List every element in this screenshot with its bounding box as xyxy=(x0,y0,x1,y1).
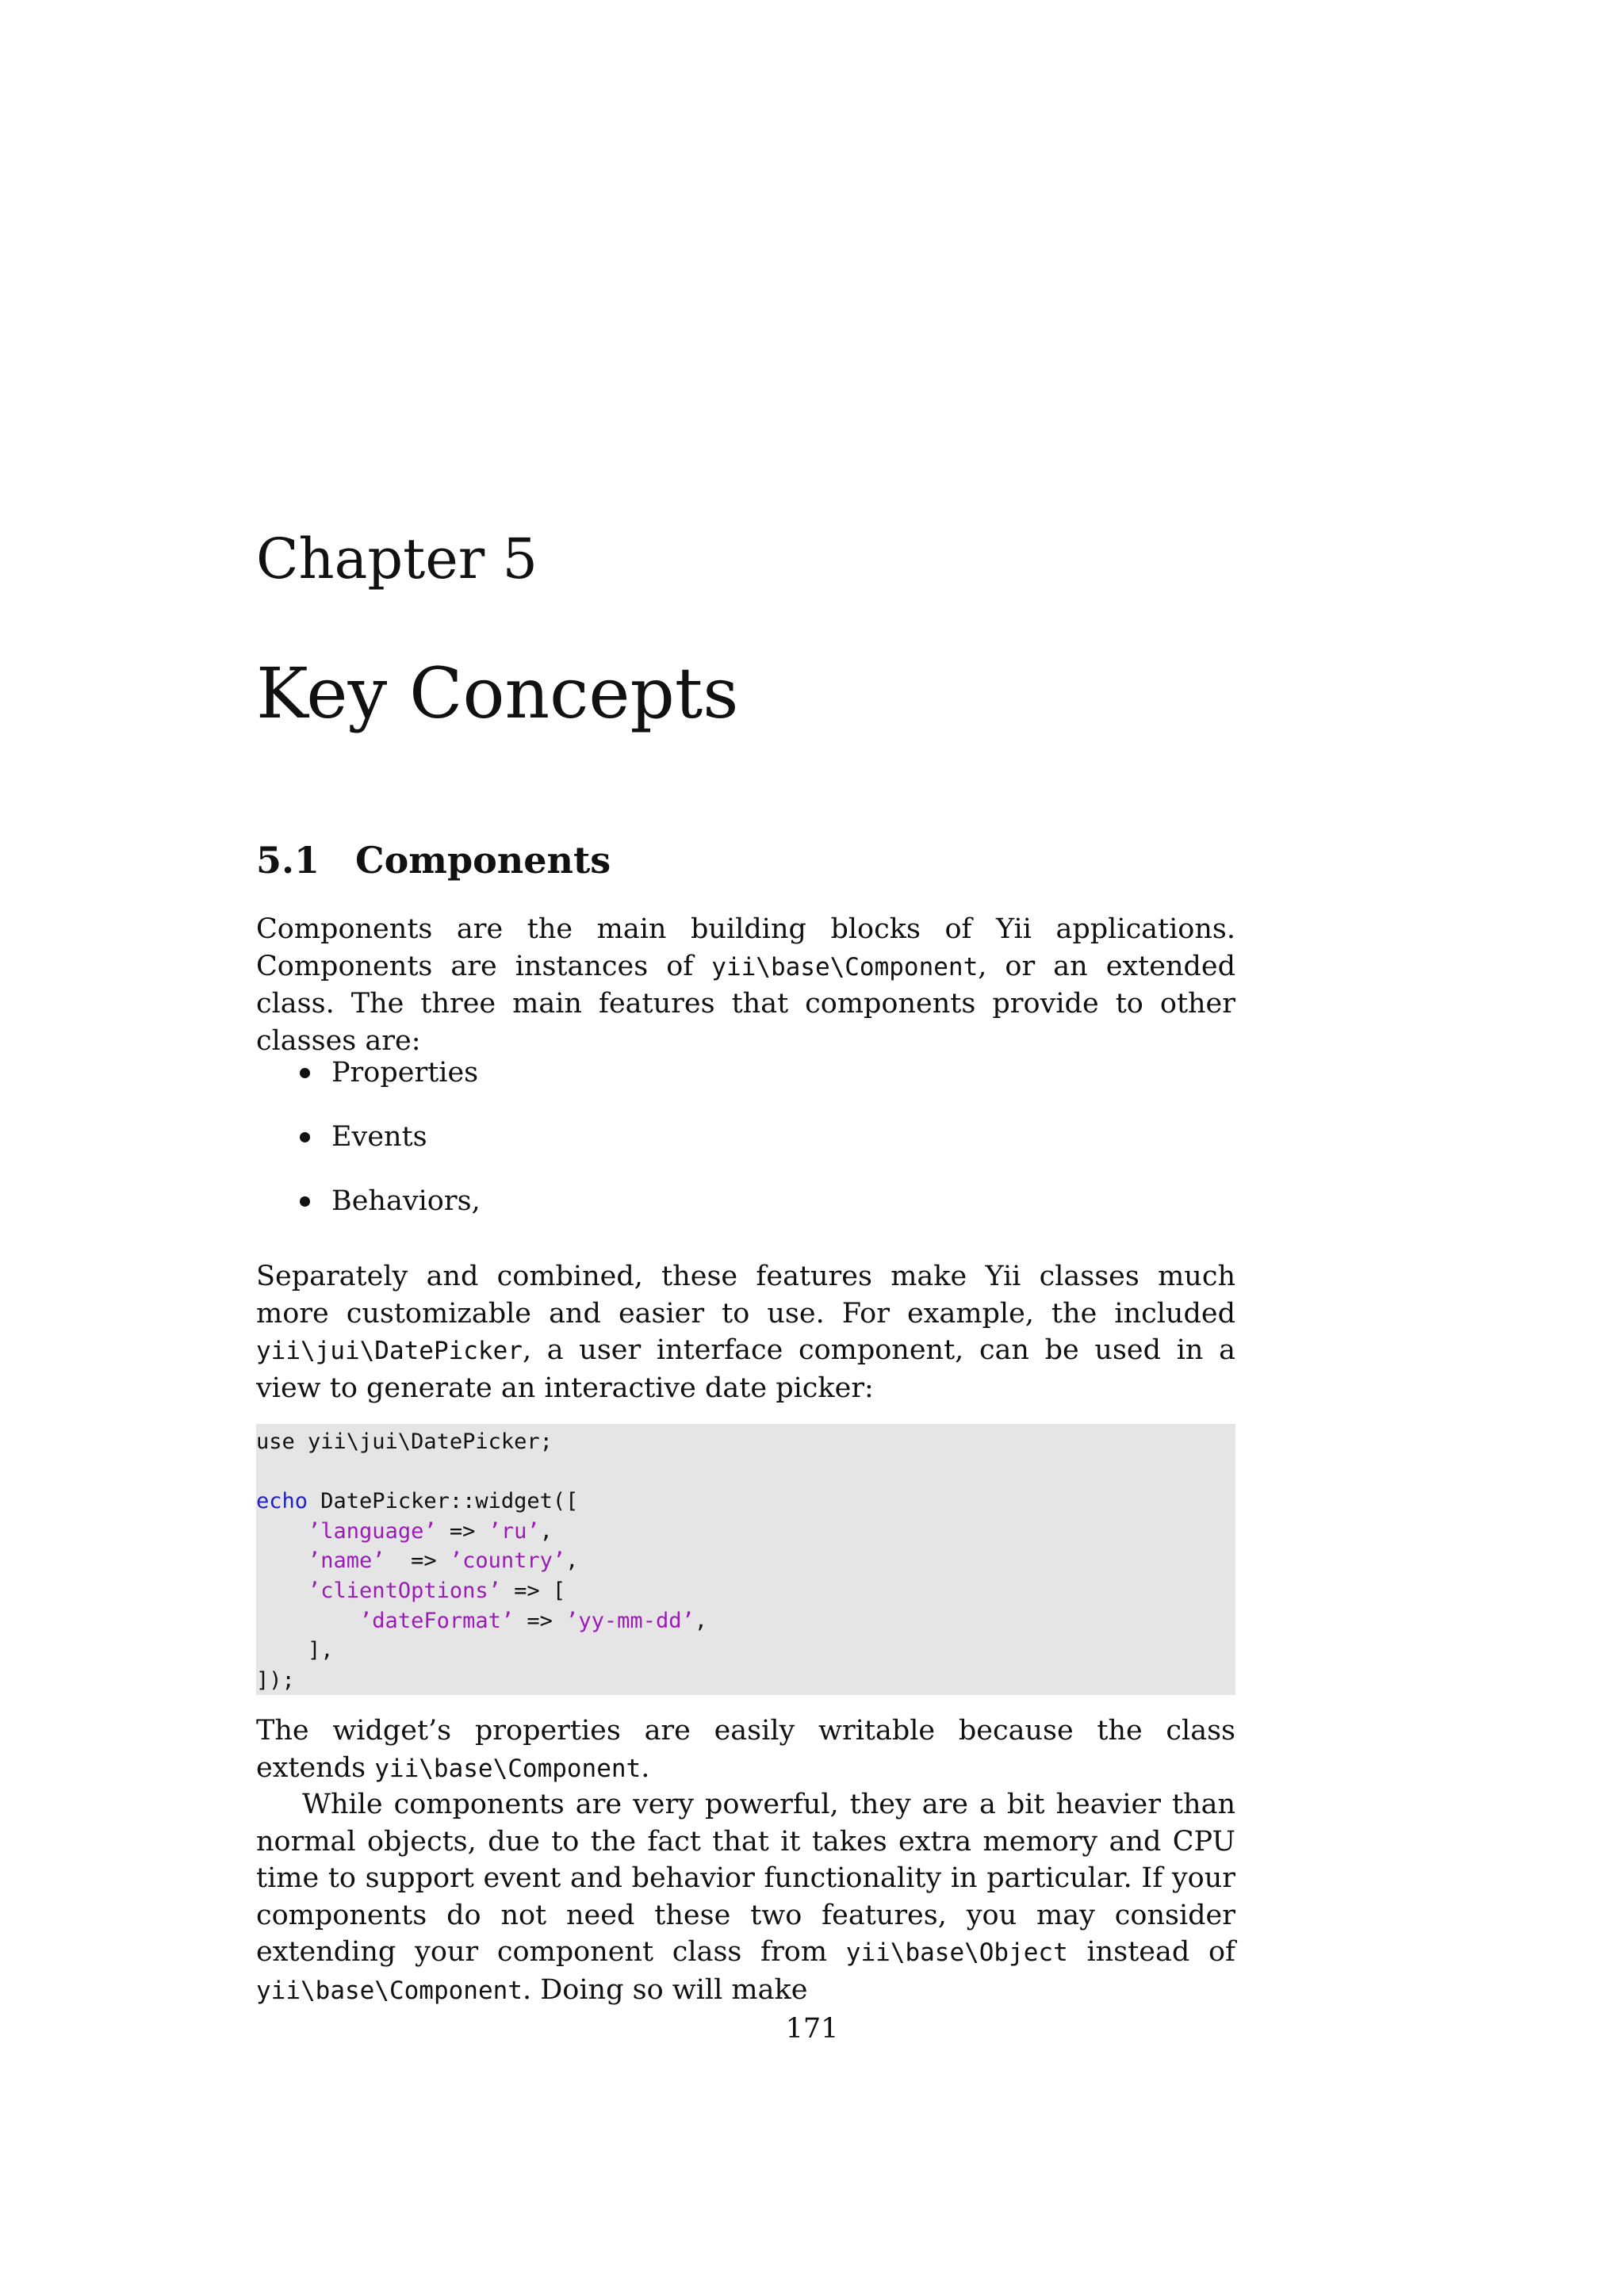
code-text: ]); xyxy=(256,1667,295,1693)
intro-text-2: , or an extended class. The three main features that components provide to other classes are: xyxy=(256,950,1236,1057)
code-line xyxy=(256,1427,1235,1457)
list-item xyxy=(256,1119,1235,1183)
after-code-text-2: . xyxy=(641,1751,650,1784)
chapter-title: Key Concepts xyxy=(256,652,739,734)
code-text: => xyxy=(514,1608,566,1633)
example-text-1: Separately and combined, these features make Yii classes much more customizable and easier to use. For example, the included xyxy=(256,1261,1235,1330)
final-code-object: yii\base\Object xyxy=(845,1938,1068,1967)
list-item xyxy=(256,1183,1235,1247)
chapter-label: Chapter 5 xyxy=(256,526,538,591)
list-item-label: Behaviors, xyxy=(331,1185,481,1217)
code-indent xyxy=(256,1609,359,1633)
list-item-label: Events xyxy=(331,1121,427,1153)
code-indent xyxy=(256,1548,308,1573)
code-line xyxy=(256,1517,1235,1547)
code-text: use yii\jui\DatePicker; xyxy=(256,1429,553,1454)
example-paragraph xyxy=(256,1258,1235,1406)
section-heading xyxy=(256,832,611,888)
final-text-1: While components are very powerful, they are a bit heavier than normal objects, due to the fact that it takes extra memory and CPU time to support event and behavior functionality in particular. If your components do not need these two features, you may consider extending your component class from xyxy=(256,1789,1235,1968)
code-text: , xyxy=(539,1518,553,1544)
code-block xyxy=(256,1424,1235,1695)
code-keyword: echo xyxy=(256,1489,308,1514)
code-indent xyxy=(256,1519,308,1544)
code-string: ’dateFormat’ xyxy=(359,1608,515,1633)
list-item-label: Properties xyxy=(331,1057,479,1089)
code-string: ’ru’ xyxy=(488,1518,540,1544)
intro-text-1: Components are the main building blocks of Yii applications. Components are instances of xyxy=(256,913,1235,982)
code-text: => xyxy=(436,1518,488,1544)
code-line-empty xyxy=(256,1457,1235,1487)
code-string: ’clientOptions’ xyxy=(308,1578,501,1603)
intro-paragraph xyxy=(256,911,1235,1059)
example-code-datepicker: yii\jui\DatePicker xyxy=(256,1337,523,1365)
after-code-component: yii\base\Component xyxy=(374,1754,642,1783)
example-text-2: , a user interface component, can be used in a view to generate an interactive date picker: xyxy=(256,1334,1235,1404)
code-line xyxy=(256,1487,1235,1517)
page-number: 171 xyxy=(785,2013,839,2045)
bullet-icon xyxy=(300,1196,310,1207)
code-line xyxy=(256,1636,1235,1666)
code-line xyxy=(256,1666,1235,1696)
code-text: => [ xyxy=(500,1578,566,1603)
bullet-icon xyxy=(300,1132,310,1142)
final-text-2: instead of xyxy=(1067,1936,1235,1968)
final-paragraph xyxy=(256,1786,1235,2009)
bullet-icon xyxy=(300,1068,310,1078)
code-text: , xyxy=(565,1548,579,1574)
code-line xyxy=(256,1576,1235,1606)
code-text: DatePicker::widget([ xyxy=(308,1489,579,1514)
code-string: ’yy-mm-dd’ xyxy=(565,1608,695,1633)
intro-code-component: yii\base\Component xyxy=(711,952,979,982)
code-text: ], xyxy=(256,1638,334,1663)
list-item xyxy=(256,1054,1235,1119)
after-code-paragraph xyxy=(256,1712,1235,1787)
final-text-3: . Doing so will make xyxy=(522,1973,808,2006)
section-title: Components xyxy=(355,839,611,882)
final-code-component: yii\base\Component xyxy=(256,1976,523,2005)
code-string: ’name’ xyxy=(308,1548,385,1574)
code-string: ’language’ xyxy=(308,1518,437,1544)
code-text: => xyxy=(385,1548,450,1574)
feature-list xyxy=(256,1054,1235,1247)
section-number: 5.1 xyxy=(256,839,320,882)
after-code-text-1: The widget’s properties are easily writable because the class extends xyxy=(256,1715,1235,1784)
code-line xyxy=(256,1606,1235,1636)
code-string: ’country’ xyxy=(449,1548,566,1574)
code-line xyxy=(256,1546,1235,1576)
code-text: , xyxy=(694,1608,707,1633)
code-indent xyxy=(256,1578,308,1603)
